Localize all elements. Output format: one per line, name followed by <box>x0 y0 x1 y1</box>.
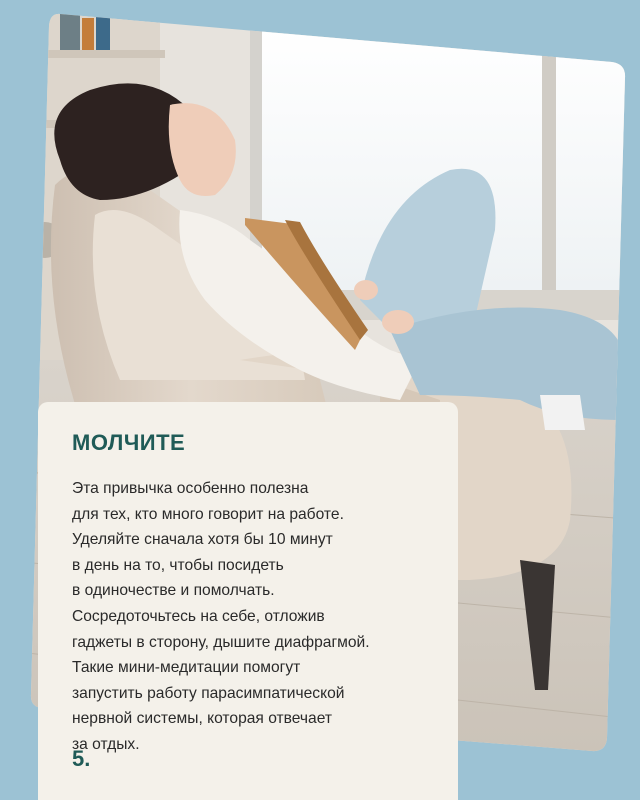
body-line: в день на то, чтобы посидеть <box>72 556 284 574</box>
card-title: МОЛЧИТЕ <box>72 430 186 455</box>
body-line: за отдых. <box>72 735 140 753</box>
card-number: 5. <box>72 746 91 771</box>
body-line: Уделяйте сначала хотя бы 10 минут <box>72 531 333 549</box>
body-line: гаджеты в сторону, дышите диафрагмой. <box>72 633 370 651</box>
body-line: в одиночестве и помолчать. <box>72 582 275 600</box>
body-line: нервной системы, которая отвечает <box>72 710 333 728</box>
info-card <box>38 402 458 800</box>
card-body-text <box>72 476 428 758</box>
body-line: Такие мини-медитации помогут <box>72 659 301 677</box>
body-line: Эта привычка особенно полезна <box>72 480 309 497</box>
body-line: запустить работу парасимпатической <box>72 684 345 702</box>
body-line: для тех, кто много говорит на работе. <box>72 505 344 523</box>
body-line: Сосредоточьтесь на себе, отложив <box>72 607 325 625</box>
